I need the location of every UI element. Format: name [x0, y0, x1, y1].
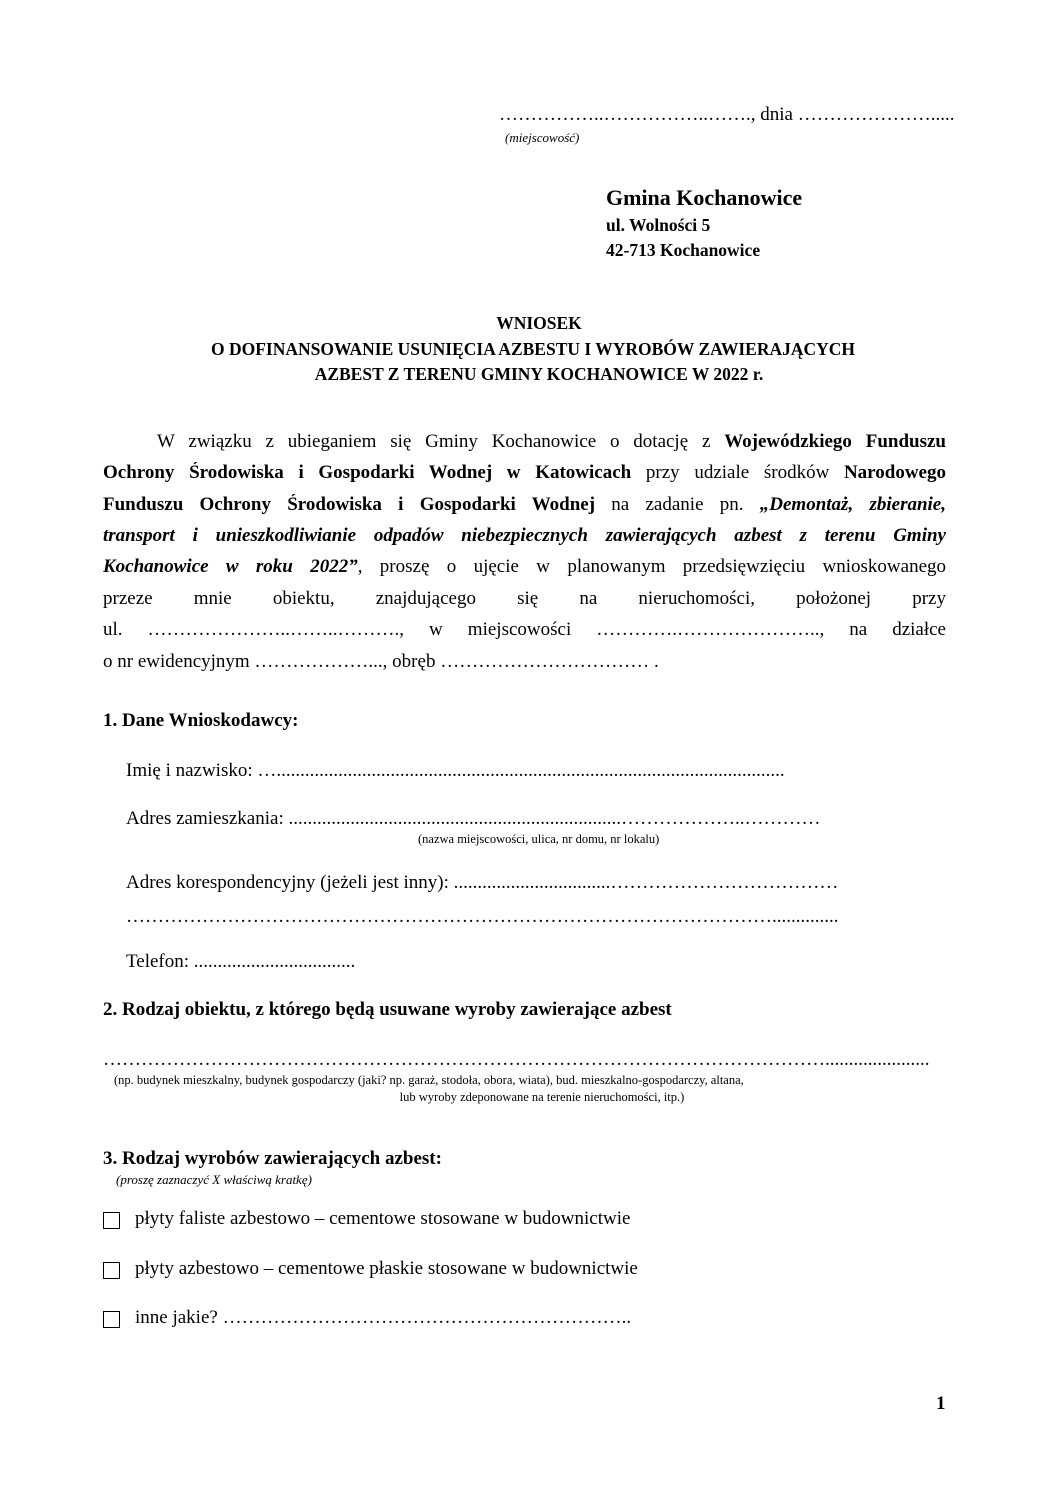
intro-task-name: Kochanowice w roku 2022”: [103, 556, 358, 577]
object-type-caption: lub wyroby zdeponowane na terenie nieruchomości, itp.): [399, 1090, 685, 1104]
intro-text: , proszę o ujęcie w planowanym przedsięwzięciu wnioskowanego: [357, 556, 946, 577]
intro-text: przy udziale środków: [631, 462, 844, 483]
place-caption: (miejscowość): [505, 130, 580, 145]
intro-fund-name: Narodowego: [843, 462, 946, 483]
section-3-heading: 3. Rodzaj wyrobów zawierających azbest:: [103, 1148, 442, 1169]
intro-text: ul. …………………..……..………., w miejscowości ………….………………….., na działce: [103, 619, 946, 640]
checkbox-flat-sheets[interactable]: [103, 1262, 120, 1279]
property-location-field[interactable]: [103, 619, 946, 643]
intro-line: [103, 494, 946, 518]
intro-text: W związku z ubieganiem się Gminy Kochanowice o dotację z: [157, 431, 725, 452]
option-label[interactable]: inne jakie? ………………………………………………………..: [135, 1307, 632, 1328]
intro-line: [103, 462, 946, 486]
document-title: WNIOSEK: [496, 313, 582, 333]
option-label: płyty azbestowo – cementowe płaskie stosowane w budownictwie: [135, 1258, 638, 1279]
intro-line: [103, 588, 946, 612]
intro-line: [103, 431, 946, 455]
section-1-heading: 1. Dane Wnioskodawcy:: [103, 710, 299, 731]
correspondence-address-line-2[interactable]: …………………………………………………………………………………………..............: [126, 906, 839, 927]
object-type-field[interactable]: ……………………………………………………………………………………………………......................: [103, 1049, 930, 1070]
document-subtitle-line-2: AZBEST Z TERENU GMINY KOCHANOWICE W 2022 r.: [314, 364, 764, 384]
intro-task-name: „Demontaż, zbieranie,: [759, 494, 946, 515]
checkbox-corrugated-sheets[interactable]: [103, 1212, 120, 1229]
intro-line: [103, 525, 946, 549]
place-date-field[interactable]: ……………..……………..……., dnia ………………….....: [499, 104, 955, 125]
intro-line: [103, 556, 946, 580]
object-type-caption: (np. budynek mieszkalny, budynek gospodarczy (jaki? np. garaż, stodoła, obora, wiata), bud. mieszkalno-gospodarczy, altana,: [114, 1073, 744, 1087]
intro-text: przeze mnie obiektu, znajdującego się na nieruchomości, położonej przy: [103, 588, 946, 609]
intro-fund-name: Wojewódzkiego Funduszu: [724, 431, 946, 452]
page-number: 1: [936, 1393, 946, 1414]
intro-fund-name: Funduszu Ochrony Środowiska i Gospodarki Wodnej: [103, 494, 596, 515]
addressee-name: Gmina Kochanowice: [606, 185, 803, 210]
section-3-instruction: (proszę zaznaczyć X właściwą kratkę): [116, 1172, 312, 1187]
document-subtitle-line-1: O DOFINANSOWANIE USUNIĘCIA AZBESTU I WYROBÓW ZAWIERAJĄCYCH: [210, 339, 856, 359]
intro-fund-name: Ochrony Środowiska i Gospodarki Wodnej w Katowicach: [103, 462, 632, 483]
intro-task-name: transport i unieszkodliwianie odpadów niebezpiecznych zawierających azbest z terenu Gminy: [103, 525, 946, 546]
name-field[interactable]: Imię i nazwisko: …...........................................................................................................: [126, 760, 785, 781]
addressee-city: 42-713 Kochanowice: [606, 240, 761, 260]
option-label: płyty faliste azbestowo – cementowe stosowane w budownictwie: [135, 1208, 631, 1229]
address-caption: (nazwa miejscowości, ulica, nr domu, nr lokalu): [418, 832, 660, 846]
checkbox-other[interactable]: [103, 1311, 120, 1328]
intro-text: o nr ewidencyjnym ………………..., obręb …………………………… .: [103, 651, 659, 672]
phone-field[interactable]: Telefon: ..................................: [126, 951, 356, 972]
section-2-heading: 2. Rodzaj obiektu, z którego będą usuwane wyroby zawierające azbest: [103, 999, 672, 1020]
parcel-number-field[interactable]: [103, 651, 946, 675]
intro-text: na zadanie pn.: [595, 494, 760, 515]
address-field[interactable]: Adres zamieszkania: ......................................................................………………..…………: [126, 808, 821, 829]
correspondence-address-field[interactable]: Adres korespondencyjny (jeżeli jest inny): .................................………………………………: [126, 872, 839, 893]
addressee-street: ul. Wolności 5: [606, 215, 711, 235]
